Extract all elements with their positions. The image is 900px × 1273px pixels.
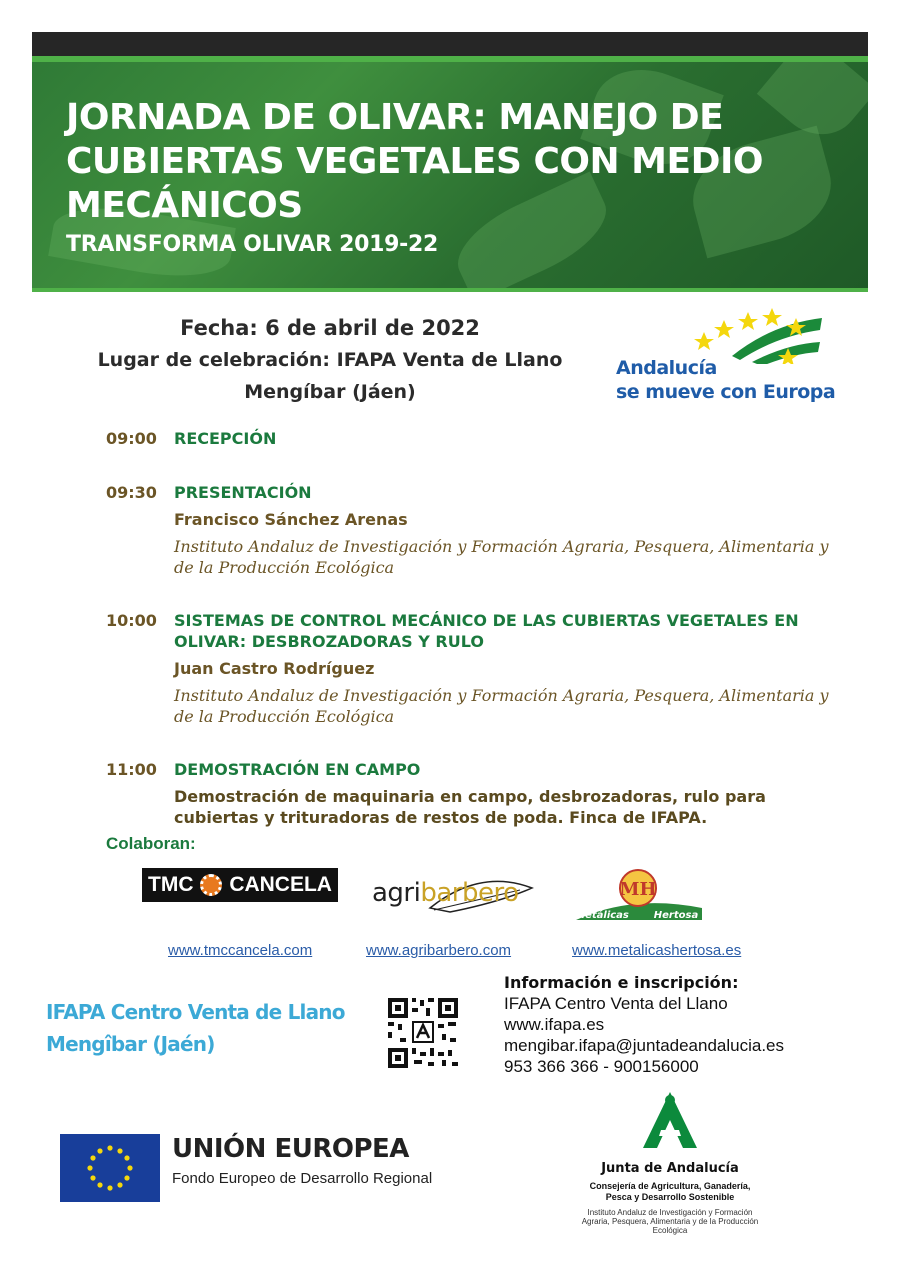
agenda-time: 09:30: [106, 483, 157, 502]
page-subtitle: TRANSFORMA OLIVAR 2019-22: [66, 232, 439, 257]
metalicas-hertosa-logo: [572, 868, 706, 924]
metal-logo-left: Metálicas: [575, 910, 629, 921]
agenda-item: [106, 428, 836, 450]
colaboran-label: Colaboran:: [106, 834, 196, 853]
agenda-speaker: Juan Castro Rodríguez: [174, 659, 375, 678]
metal-logo-right: Hertosa: [653, 910, 699, 921]
junta-department: Consejería de Agricultura, Ganadería, Pesca y Desarrollo Sostenible: [589, 1181, 751, 1202]
header-banner: [32, 56, 868, 292]
eu-fund: Fondo Europeo de Desarrollo Regional: [172, 1170, 433, 1187]
event-place: Lugar de celebración: IFAPA Venta de Llano: [97, 349, 563, 371]
qr-code-icon[interactable]: [386, 996, 460, 1070]
gear-icon: [200, 874, 222, 896]
andalucia-logo-line1: Andalucía: [616, 357, 717, 379]
contact-web[interactable]: www.ifapa.es: [504, 1015, 605, 1034]
tmc-logo-text-right: CANCELA: [229, 873, 332, 896]
tmc-cancela-logo: [142, 868, 338, 902]
agenda-title: DEMOSTRACIÓN EN CAMPO: [174, 760, 421, 779]
agri-logo-suffix: barbero: [420, 878, 519, 908]
contact-center: IFAPA Centro Venta del Llano: [504, 994, 728, 1013]
ifapa-line2: Mengîbar (Jaén): [46, 1032, 215, 1056]
contact-email[interactable]: mengibar.ifapa@juntadeandalucia.es: [504, 1036, 785, 1055]
tmc-logo-text-left: TMC: [148, 873, 194, 896]
eu-text: [172, 1134, 432, 1187]
agenda-time: 10:00: [106, 611, 157, 630]
agenda-title: SISTEMAS DE CONTROL MECÁNICO DE LAS CUBIERTAS VEGETALES EN OLIVAR: DESBROZADORAS Y RULO: [174, 611, 799, 651]
agenda-item: [106, 759, 836, 828]
contact-phones: 953 366 366 - 900156000: [504, 1057, 699, 1076]
agenda-institution: Instituto Andaluz de Investigación y Formación Agraria, Pesquera, Alimentaria y de la Producción Ecológica: [174, 686, 829, 726]
link-metalicashertosa[interactable]: www.metalicashertosa.es: [572, 942, 742, 959]
agenda-speaker: Francisco Sánchez Arenas: [174, 510, 408, 529]
agenda-item: [106, 482, 836, 578]
agenda-item: [106, 610, 836, 727]
top-dark-bar: [32, 32, 868, 56]
agenda-title: PRESENTACIÓN: [174, 483, 312, 502]
ifapa-center: [46, 996, 345, 1060]
mh-emblem-icon: [572, 868, 706, 924]
page-title: JORNADA DE OLIVAR: MANEJO DE CUBIERTAS VEGETALES CON MEDIO MECÁNICOS: [66, 97, 763, 226]
agenda-title: RECEPCIÓN: [174, 429, 277, 448]
agribarbero-logo: [370, 868, 536, 922]
agenda-time: 09:00: [106, 429, 157, 448]
junta-andalucia-logo: [580, 1090, 760, 1235]
contact-heading: Información e inscripción:: [504, 973, 739, 992]
junta-name: Junta de Andalucía: [601, 1161, 739, 1176]
mh-initials: MH: [619, 879, 657, 900]
andalucia-stars-icon: [612, 304, 842, 364]
event-info: [60, 312, 600, 408]
andalucia-logo-line2: se mueve con Europa: [616, 381, 836, 403]
event-city: Mengíbar (Jáen): [244, 381, 416, 403]
event-date: Fecha: 6 de abril de 2022: [180, 316, 480, 340]
andalucia-europa-logo: [612, 304, 842, 412]
link-agribarbero[interactable]: www.agribarbero.com: [366, 942, 512, 959]
agri-logo-prefix: agri: [372, 878, 421, 908]
agenda: [106, 428, 836, 828]
eu-flag-icon: [60, 1134, 160, 1202]
agenda-institution: Instituto Andaluz de Investigación y Formación Agraria, Pesquera, Alimentaria y de la Producción Ecológica: [174, 537, 829, 577]
ifapa-line1: IFAPA Centro Venta de Llano: [46, 1000, 345, 1024]
agenda-description: Demostración de maquinaria en campo, desbrozadoras, rulo para cubiertas y trituradoras de restos de poda. Finca de IFAPA.: [174, 787, 766, 827]
link-tmccancela[interactable]: www.tmccancela.com: [168, 942, 313, 959]
agenda-time: 11:00: [106, 760, 157, 779]
eu-title: UNIÓN EUROPEA: [172, 1134, 409, 1164]
contact-info: [504, 972, 784, 1077]
junta-a-icon: [635, 1090, 705, 1152]
junta-institute: Instituto Andaluz de Investigación y Formación Agraria, Pesquera, Alimentaria y de la Producción Ecológica: [581, 1208, 759, 1235]
